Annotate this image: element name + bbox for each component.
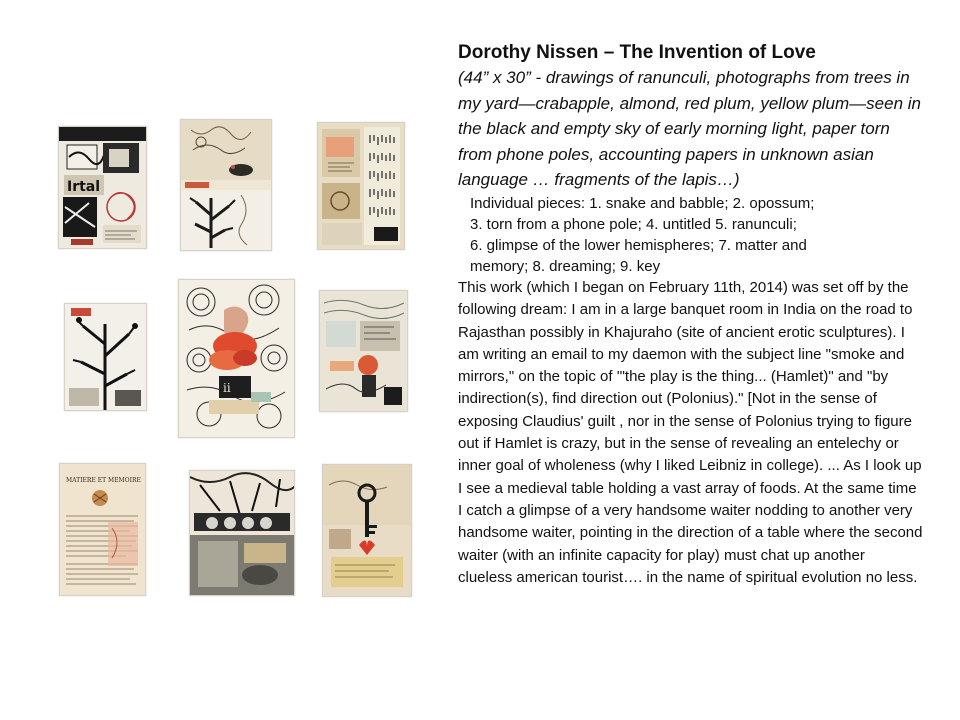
pieces-line: Individual pieces: 1. snake and babble; 2. opossum; xyxy=(470,194,815,212)
artwork-9-key xyxy=(322,464,412,597)
svg-text:MATIERE ET MEMOIRE: MATIERE ET MEMOIRE xyxy=(66,477,141,484)
artwork-3-torn-from-a-phone-pole xyxy=(317,122,405,250)
pieces-line: memory; 8. dreaming; 9. key xyxy=(470,257,661,275)
individual-pieces-list xyxy=(458,193,928,277)
dream-story-paragraph: This work (which I began on February 11th, 2014) was set off by the following dream: I am in a large banquet room in India on the road to Rajasthan possibly in Khajuraho (site of ancient erotic sculptures). I am writing an email to my daemon with the subject line "smoke and mirrors," on the topic of '"the play is the thing... (Hamlet)" and "by indirection(s), find direction out (Polonius)." [Not in the sense of exposing Claudius' guilt , nor in the sense of Polonius trying to figure out if Hamlet is crazy, but in the sense of revealing an entelechy or inner goal of wholeness (why I liked Leibniz in college). ... As I look up I see a medieval table holding a vast array of foods. At the same time I catch a glimpse of a very handsome waiter nodding to another very handsome waiter, pointing in the direction of a table where the second waiter (with an infinite capacity for play) must chat up another clueless american tourist…. in the name of spiritual evolution no less. xyxy=(458,278,923,586)
artwork-4-untitled xyxy=(64,303,147,411)
artwork-6-glimpse-of-the-lower-hemispheres xyxy=(319,290,408,412)
artwork-8-dreaming xyxy=(189,470,295,596)
artwork-5-ranunculi xyxy=(178,279,295,438)
page-title: Dorothy Nissen – The Invention of Love xyxy=(458,42,816,63)
artwork-materials-description: (44” x 30” - drawings of ranunculi, photographs from trees in my yard—crabapple, almond, red plum, yellow plum—seen in the black and empty sky of early morning light, paper torn from phone poles, accounting papers in unknown asian language … fragments of the lapis…) xyxy=(458,68,921,190)
artwork-2-opossum xyxy=(180,119,272,251)
pieces-line: 3. torn from a phone pole; 4. untitled 5. ranunculi; xyxy=(470,215,797,233)
svg-text:ii: ii xyxy=(223,381,231,395)
description-column xyxy=(458,40,928,589)
artwork-7-matter-and-memory xyxy=(59,463,146,596)
pieces-line: 6. glimpse of the lower hemispheres; 7. matter and xyxy=(470,236,807,254)
artwork-1-snake-and-babble xyxy=(58,126,147,249)
svg-text:Irtal: Irtal xyxy=(67,179,101,195)
